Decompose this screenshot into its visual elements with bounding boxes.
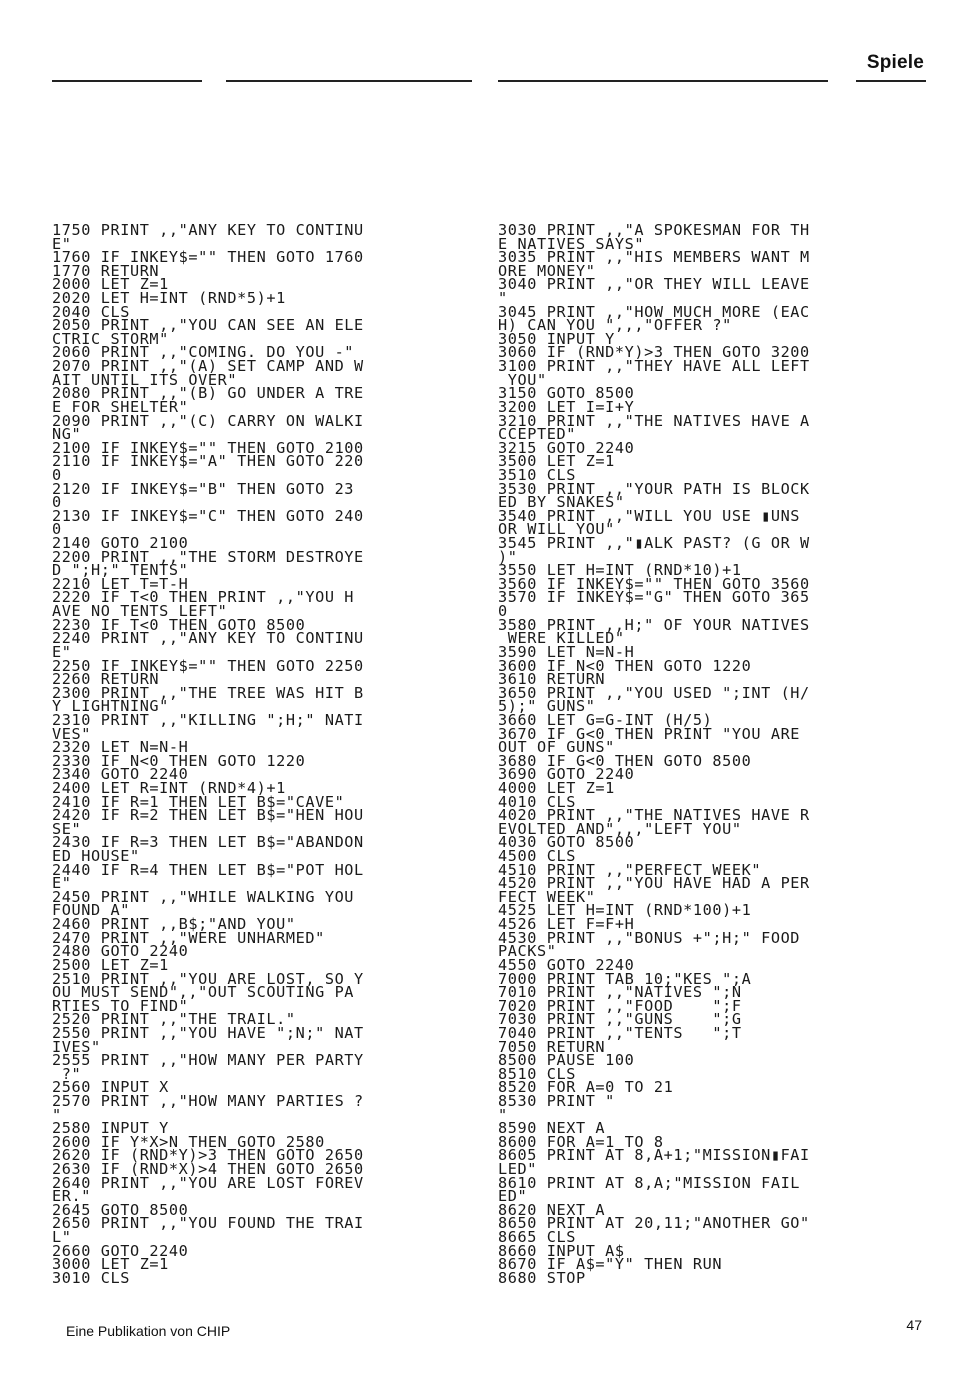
code-line: 3030 PRINT ,,"A SPOKESMAN FOR TH (498, 221, 810, 239)
code-line: 3580 PRINT ,,H;" OF YOUR NATIVES (498, 615, 810, 634)
code-line: E" (52, 874, 72, 893)
code-line: 3570 IF INKEY$="G" THEN GOTO 365 (498, 588, 810, 607)
code-line: RTIES TO FIND" (52, 996, 189, 1015)
code-line: 3550 LET H=INT (RND*10)+1 (498, 561, 742, 580)
code-line: 2480 GOTO 2240 (52, 942, 189, 961)
code-line: 2620 IF (RND*Y)>3 THEN GOTO 2650 (52, 1146, 364, 1165)
code-line: 3600 IF N<0 THEN GOTO 1220 (498, 656, 752, 675)
code-line: 1770 RETURN (52, 261, 160, 280)
code-line: E" (52, 642, 72, 661)
code-line: CTRIC STORM" (52, 329, 169, 348)
code-line: Y LIGHTNING" (52, 697, 169, 716)
code-line: FECT WEEK" (498, 887, 596, 906)
code-line: 8670 IF A$="Y" THEN RUN (498, 1255, 723, 1274)
code-line: 3680 IF G<0 THEN GOTO 8500 (498, 751, 752, 770)
code-line: SE" (52, 819, 82, 838)
code-line: 2510 PRINT ,,"YOU ARE LOST, SO Y (52, 969, 364, 988)
code-line: 8605 PRINT AT 8,A+1;"MISSION▮FAI (498, 1146, 810, 1165)
code-line: 2555 PRINT ,,"HOW MANY PER PARTY (52, 1051, 364, 1070)
code-line: 2600 IF Y*X>N THEN GOTO 2580 (52, 1132, 325, 1151)
code-line: 2330 IF N<0 THEN GOTO 1220 (52, 751, 306, 770)
code-line: " (498, 1105, 508, 1124)
code-line: 3040 PRINT ,,"OR THEY WILL LEAVE (498, 275, 810, 294)
code-line: 8665 CLS (498, 1228, 576, 1247)
code-line: 7010 PRINT ,,"NATIVES ";N (498, 983, 742, 1002)
code-line: 2230 IF T<0 THEN GOTO 8500 (52, 615, 306, 634)
code-line: OUT OF GUNS" (498, 738, 615, 757)
code-line: 3035 PRINT ,,"HIS MEMBERS WANT M (498, 248, 810, 267)
code-line: 4550 GOTO 2240 (498, 955, 635, 974)
code-line: 3100 PRINT ,,"THEY HAVE ALL LEFT (498, 357, 810, 376)
code-line: 2420 IF R=2 THEN LET B$="HEN HOU (52, 806, 364, 825)
code-line: 0 (52, 493, 62, 512)
code-line: 2640 PRINT ,,"YOU ARE LOST FOREV (52, 1173, 364, 1192)
code-line: 4500 CLS (498, 847, 576, 866)
code-line: )" (498, 547, 518, 566)
code-line: D ";H;" TENTS" (52, 561, 189, 580)
code-line: 8650 PRINT AT 20,11;"ANOTHER GO" (498, 1214, 810, 1233)
code-line: 3060 IF (RND*Y)>3 THEN GOTO 3200 (498, 343, 810, 362)
code-line: 3500 LET Z=1 (498, 452, 615, 471)
code-line: 2020 LET H=INT (RND*5)+1 (52, 289, 286, 308)
code-line: 8510 CLS (498, 1064, 576, 1083)
code-line: IVES" (52, 1037, 101, 1056)
code-line: 3530 PRINT ,,"YOUR PATH IS BLOCK (498, 479, 810, 498)
listing-column-left (52, 221, 482, 1287)
code-line: 2570 PRINT ,,"HOW MANY PARTIES ? (52, 1092, 364, 1110)
code-line: 3690 GOTO 2240 (498, 765, 635, 784)
code-line: ED HOUSE" (52, 847, 140, 866)
code-line: 2300 PRINT ,,"THE TREE WAS HIT B (52, 683, 364, 702)
code-line: 1760 IF INKEY$="" THEN GOTO 1760 (52, 248, 364, 267)
code-line: 3590 LET N=N-H (498, 642, 635, 661)
code-line: 8680 STOP (498, 1268, 586, 1287)
code-line: 2120 IF INKEY$="B" THEN GOTO 23 (52, 479, 355, 498)
code-line: 2630 IF (RND*X)>4 THEN GOTO 2650 (52, 1160, 364, 1179)
code-line: 2220 IF T<0 THEN PRINT ,,"YOU H (52, 588, 355, 607)
code-line: 2050 PRINT ,,"YOU CAN SEE AN ELE (52, 316, 364, 335)
code-line: 1750 PRINT ,,"ANY KEY TO CONTINU (52, 221, 364, 239)
code-line: 2200 PRINT ,,"THE STORM DESTROYE (52, 547, 364, 566)
code-line: AIT UNTIL ITS OVER" (52, 370, 238, 389)
code-line: 5);" GUNS" (498, 697, 596, 716)
code-line: 0 (52, 520, 62, 539)
code-line: 4510 PRINT ,,"PERFECT WEEK" (498, 860, 762, 879)
code-line: 8500 PAUSE 100 (498, 1051, 635, 1070)
code-line: 3150 GOTO 8500 (498, 384, 635, 403)
code-line: 2080 PRINT ,,"(B) GO UNDER A TRE (52, 384, 364, 403)
code-line: 2130 IF INKEY$="C" THEN GOTO 240 (52, 506, 364, 525)
code-line: 2410 IF R=1 THEN LET B$="CAVE" (52, 792, 345, 811)
section-title: Spiele (866, 52, 924, 73)
code-line: 2210 LET T=T-H (52, 574, 189, 593)
code-line: 2250 IF INKEY$="" THEN GOTO 2250 (52, 656, 364, 675)
code-line: 3010 CLS (52, 1268, 130, 1287)
code-line: 2090 PRINT ,,"(C) CARRY ON WALKI (52, 411, 364, 430)
code-line: LED" (498, 1160, 537, 1179)
code-line: 2340 GOTO 2240 (52, 765, 189, 784)
code-line: 2580 INPUT Y (52, 1119, 169, 1138)
code-line: 4526 LET F=F+H (498, 915, 635, 934)
code-line: EVOLTED AND",,,"LEFT YOU" (498, 819, 742, 838)
code-line: 0 (498, 602, 508, 621)
code-line: 8660 INPUT A$ (498, 1241, 625, 1260)
code-line: 3200 LET I=I+Y (498, 397, 635, 416)
code-line: ED" (498, 1187, 528, 1206)
code-line: 2110 IF INKEY$="A" THEN GOTO 220 (52, 452, 364, 471)
code-line: 4530 PRINT ,,"BONUS +";H;" FOOD (498, 928, 801, 947)
code-line: 7050 RETURN (498, 1037, 606, 1056)
code-line: E NATIVES SAYS" (498, 234, 645, 253)
code-line: 2430 IF R=3 THEN LET B$="ABANDON (52, 833, 364, 852)
code-line: NG" (52, 425, 82, 444)
code-line: 3610 RETURN (498, 670, 606, 689)
code-line: 3050 INPUT Y (498, 329, 615, 348)
publisher-footer: Eine Publikation von CHIP (66, 1323, 231, 1339)
header-rule-4 (856, 80, 926, 82)
code-line: WERE KILLED" (498, 629, 625, 648)
header-rule-3 (498, 80, 828, 82)
code-line: E FOR SHELTER" (52, 397, 189, 416)
code-line: 8530 PRINT " (498, 1092, 615, 1110)
code-line: 7040 PRINT ,,"TENTS ";T (498, 1023, 742, 1042)
code-line: 7020 PRINT ,,"FOOD ";F (498, 996, 742, 1015)
header-rule-2 (226, 80, 472, 82)
code-line: 3650 PRINT ,,"YOU USED ";INT (H/ (498, 683, 810, 702)
code-line: PACKS" (498, 942, 557, 961)
code-line: 3670 IF G<0 THEN PRINT "YOU ARE (498, 724, 801, 743)
code-line: 8620 NEXT A (498, 1200, 606, 1219)
code-line: 3545 PRINT ,,"▮ALK PAST? (G OR W (498, 534, 810, 553)
code-line: 7030 PRINT ,,"GUNS ";G (498, 1010, 742, 1029)
code-line: 4000 LET Z=1 (498, 778, 615, 797)
code-line: FOUND A" (52, 901, 130, 920)
code-line: 3045 PRINT ,,"HOW MUCH MORE (EAC (498, 302, 810, 321)
code-line: H) CAN YOU ",,,"OFFER ?" (498, 316, 732, 335)
code-line: " (498, 289, 508, 308)
code-line: 4030 GOTO 8500 (498, 833, 635, 852)
page-number: 47 (906, 1317, 922, 1333)
code-line: 4520 PRINT ,,"YOU HAVE HAD A PER (498, 874, 810, 893)
code-line: 3540 PRINT ,,"WILL YOU USE ▮UNS (498, 506, 801, 525)
code-line: 2320 LET N=N-H (52, 738, 189, 757)
code-line: 2060 PRINT ,,"COMING. DO YOU -" (52, 343, 355, 362)
code-line: ?" (52, 1064, 82, 1083)
code-line: 4020 PRINT ,,"THE NATIVES HAVE R (498, 806, 810, 825)
code-line: 2470 PRINT ,,"WERE UNHARMED" (52, 928, 325, 947)
code-line: 2550 PRINT ,,"YOU HAVE ";N;" NAT (52, 1023, 364, 1042)
code-line: 2040 CLS (52, 302, 130, 321)
code-line: ORE MONEY" (498, 261, 596, 280)
code-line: 2140 GOTO 2100 (52, 534, 189, 553)
code-line: 2460 PRINT ,,B$;"AND YOU" (52, 915, 296, 934)
code-line: 3000 LET Z=1 (52, 1255, 169, 1274)
code-line: 2645 GOTO 8500 (52, 1200, 189, 1219)
code-line: L" (52, 1228, 72, 1247)
code-line: 2000 LET Z=1 (52, 275, 169, 294)
code-line: 2520 PRINT ,,"THE TRAIL." (52, 1010, 296, 1029)
code-line: ER." (52, 1187, 91, 1206)
code-line: VES" (52, 724, 91, 743)
code-line: " (52, 1105, 62, 1124)
code-line: OU MUST SEND",,"OUT SCOUTING PA (52, 983, 355, 1002)
header-rule-1 (52, 80, 202, 82)
code-line: CCEPTED" (498, 425, 576, 444)
code-line: YOU" (498, 370, 547, 389)
code-line: 8590 NEXT A (498, 1119, 606, 1138)
code-line: 0 (52, 465, 62, 484)
code-line: 2100 IF INKEY$="" THEN GOTO 2100 (52, 438, 364, 457)
code-line: 2260 RETURN (52, 670, 160, 689)
code-line: 2650 PRINT ,,"YOU FOUND THE TRAI (52, 1214, 364, 1233)
code-line: 2440 IF R=4 THEN LET B$="POT HOL (52, 860, 364, 879)
code-line: 3210 PRINT ,,"THE NATIVES HAVE A (498, 411, 810, 430)
code-line: 3215 GOTO 2240 (498, 438, 635, 457)
code-line: 7000 PRINT TAB 10;"KES ";A (498, 969, 752, 988)
code-line: 2240 PRINT ,,"ANY KEY TO CONTINU (52, 629, 364, 648)
listing-column-right (498, 221, 928, 1287)
code-line: 4010 CLS (498, 792, 576, 811)
code-line: 2400 LET R=INT (RND*4)+1 (52, 778, 286, 797)
code-line: 2070 PRINT ,,"(A) SET CAMP AND W (52, 357, 364, 376)
code-line: 2560 INPUT X (52, 1078, 169, 1097)
code-line: 3660 LET G=G-INT (H/5) (498, 710, 713, 729)
code-line: 2450 PRINT ,,"WHILE WALKING YOU (52, 887, 355, 906)
code-line: 8520 FOR A=0 TO 21 (498, 1078, 674, 1097)
code-line: OR WILL YOU" (498, 520, 615, 539)
code-line: ED BY SNAKES" (498, 493, 625, 512)
code-line: 3560 IF INKEY$="" THEN GOTO 3560 (498, 574, 810, 593)
code-line: AVE NO TENTS LEFT" (52, 602, 228, 621)
code-line: 8610 PRINT AT 8,A;"MISSION FAIL (498, 1173, 801, 1192)
code-line: 8600 FOR A=1 TO 8 (498, 1132, 664, 1151)
code-line: 2310 PRINT ,,"KILLING ";H;" NATI (52, 710, 364, 729)
code-line: E" (52, 234, 72, 253)
code-line: 4525 LET H=INT (RND*100)+1 (498, 901, 752, 920)
code-line: 2660 GOTO 2240 (52, 1241, 189, 1260)
code-line: 2500 LET Z=1 (52, 955, 169, 974)
code-line: 3510 CLS (498, 465, 576, 484)
